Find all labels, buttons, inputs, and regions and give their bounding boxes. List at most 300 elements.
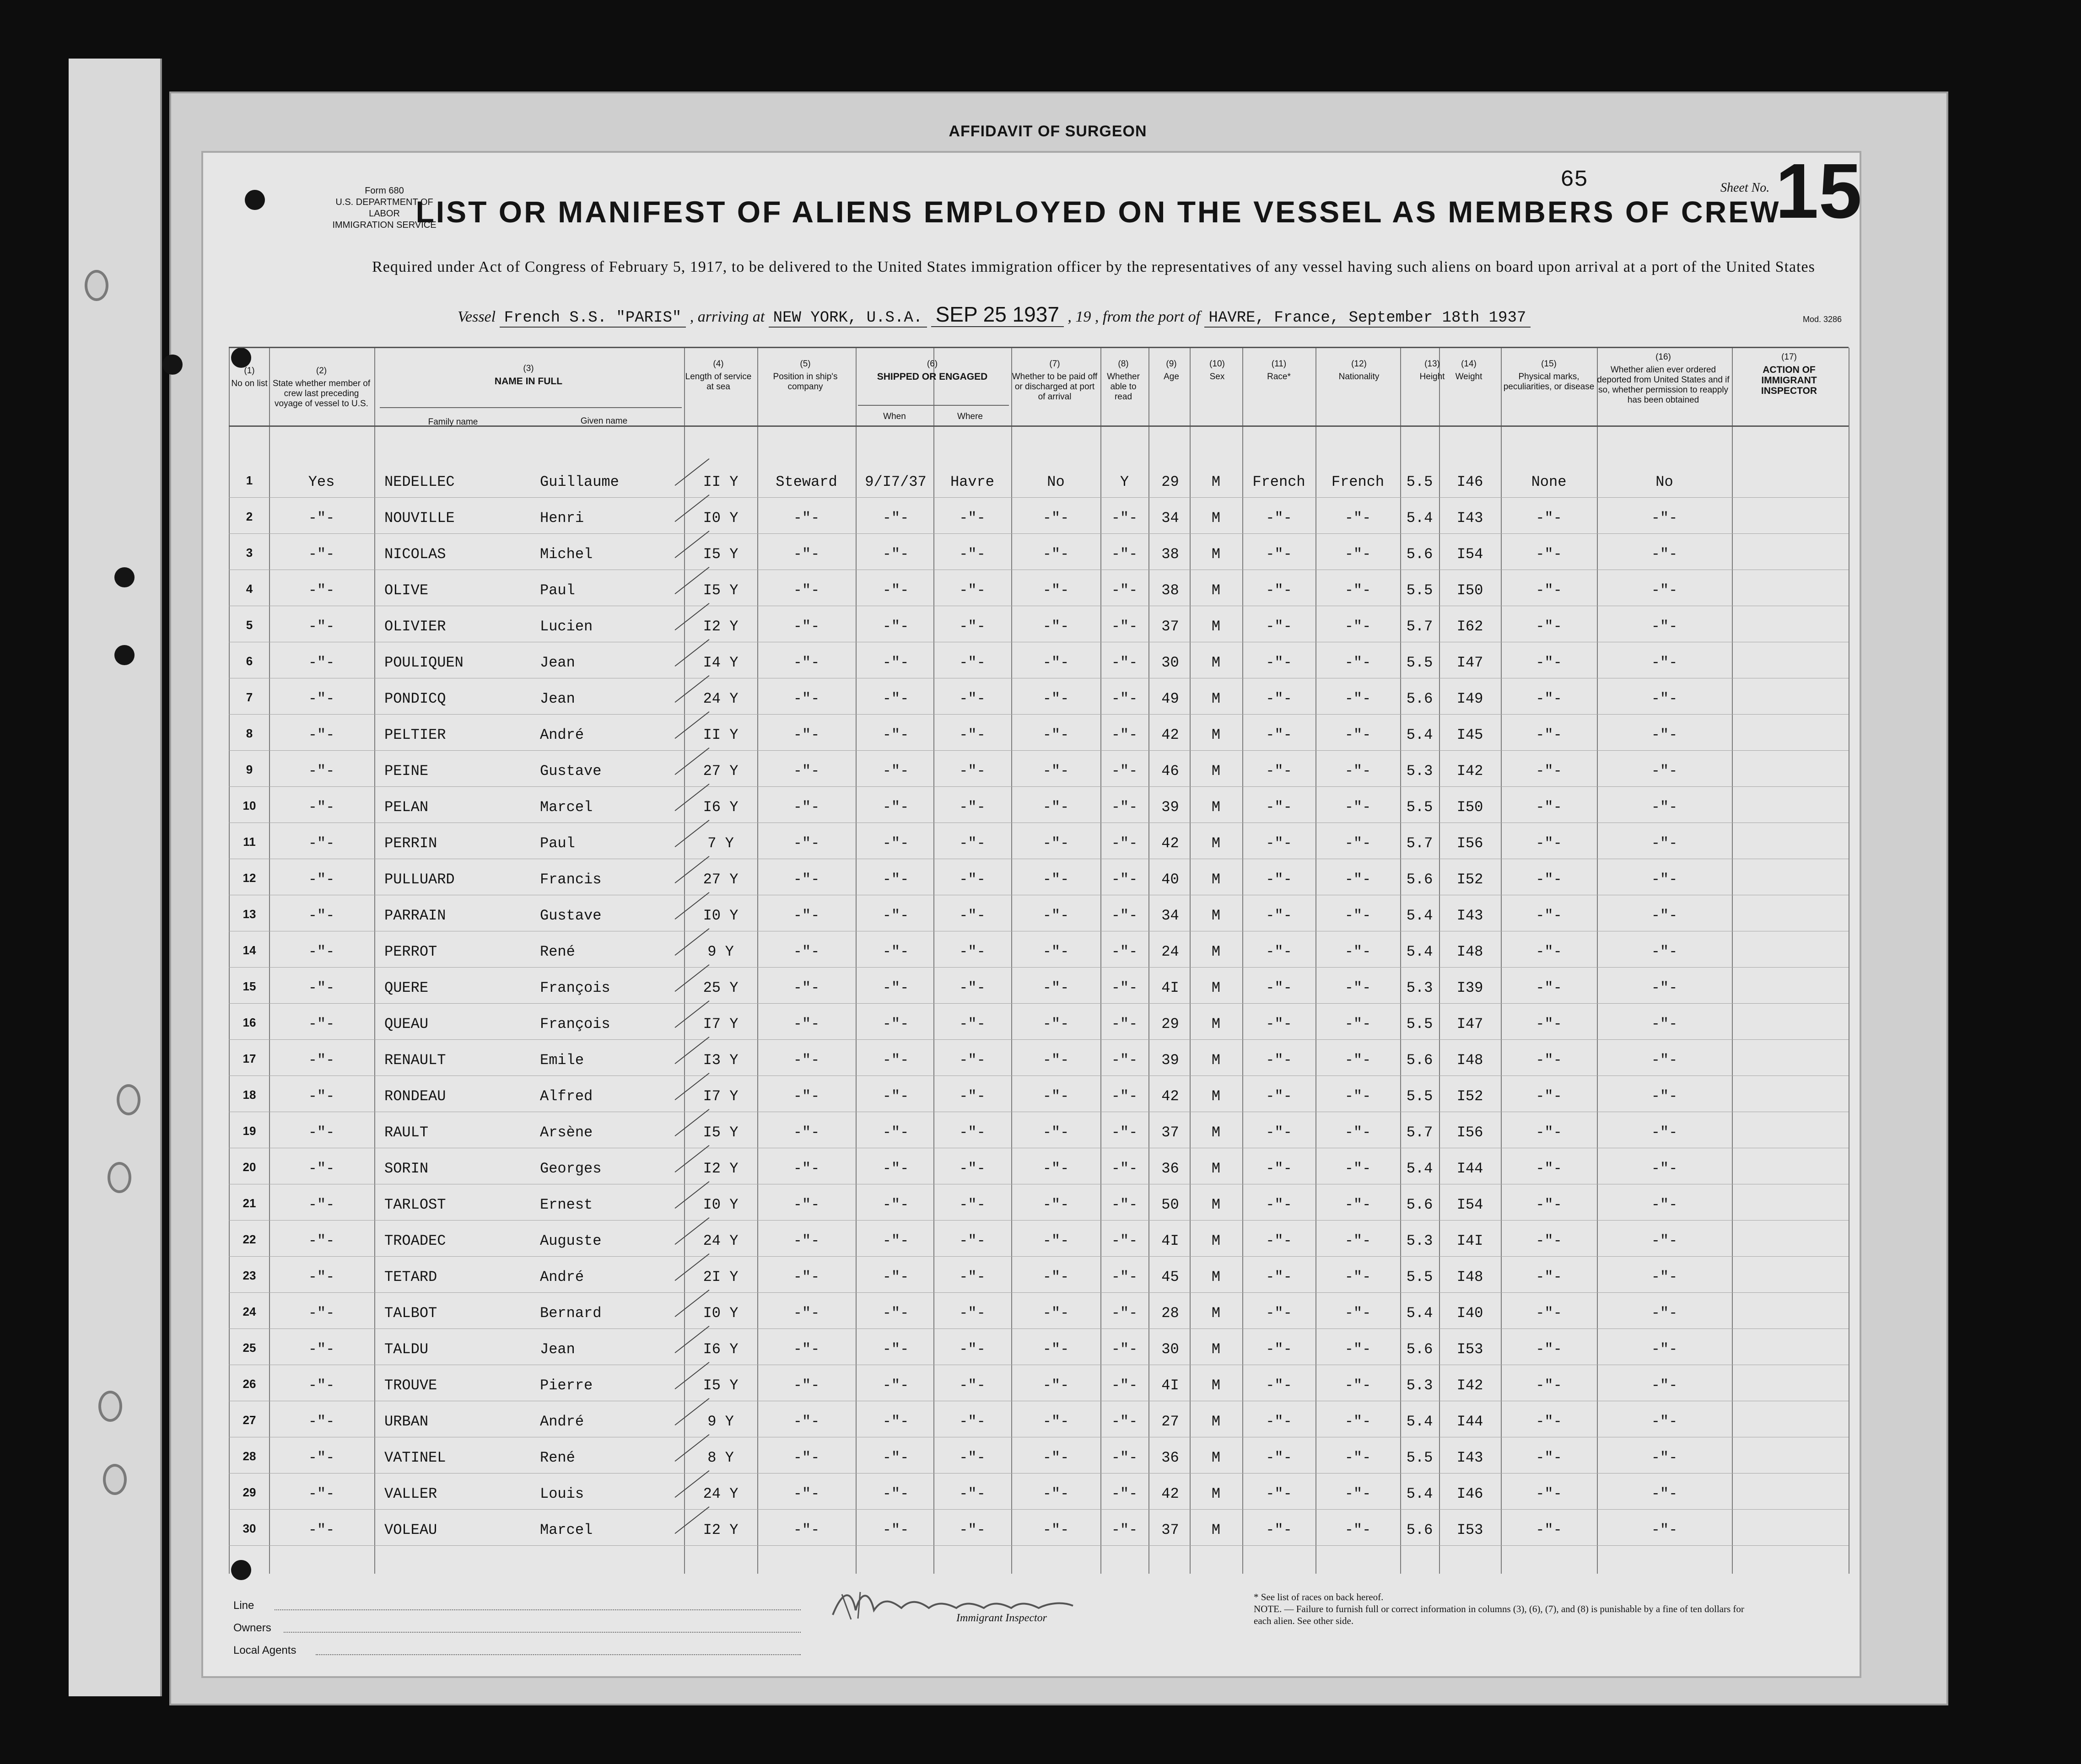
row-18-no: 18 xyxy=(243,1088,256,1102)
row-20-sex: M xyxy=(1211,1160,1221,1177)
row-7-position: -"- xyxy=(793,690,820,707)
row-15-race: -"- xyxy=(1266,979,1292,996)
row-14-when: -"- xyxy=(882,943,909,960)
row-19-given: Arsène xyxy=(540,1124,593,1141)
row-18-sex: M xyxy=(1211,1088,1221,1105)
row-9-age: 46 xyxy=(1161,763,1179,780)
row-26-service: I5 Y xyxy=(703,1377,739,1394)
row-6-service: I4 Y xyxy=(703,654,739,671)
row-15-service: 25 Y xyxy=(703,979,739,996)
row-19-where: -"- xyxy=(959,1124,986,1141)
row-17-sex: M xyxy=(1211,1052,1221,1069)
vessel-line xyxy=(458,302,1531,327)
row-6-when: -"- xyxy=(882,654,909,671)
row-4-read: -"- xyxy=(1111,582,1138,599)
row-18-deported: -"- xyxy=(1651,1088,1678,1105)
row-20-no: 20 xyxy=(243,1160,256,1174)
row-15-marks: -"- xyxy=(1536,979,1562,996)
row-1-sex: M xyxy=(1211,473,1221,490)
row-7-race: -"- xyxy=(1266,690,1292,707)
row-12-family: PULLUARD xyxy=(384,871,455,888)
row-20-age: 36 xyxy=(1161,1160,1179,1177)
row-7-marks: -"- xyxy=(1536,690,1562,707)
row-2-family: NOUVILLE xyxy=(384,510,455,527)
row-3-position: -"- xyxy=(793,546,820,563)
row-24-prev: -"- xyxy=(308,1305,335,1322)
row-18-marks: -"- xyxy=(1536,1088,1562,1105)
row-24-given: Bernard xyxy=(540,1305,602,1322)
row-15-read: -"- xyxy=(1111,979,1138,996)
row-17-race: -"- xyxy=(1266,1052,1292,1069)
row-29-race: -"- xyxy=(1266,1485,1292,1502)
row-27-paid: -"- xyxy=(1042,1413,1069,1430)
row-3-nationality: -"- xyxy=(1344,546,1371,563)
row-6-no: 6 xyxy=(246,654,253,668)
row-27-age: 27 xyxy=(1161,1413,1179,1430)
row-16-read: -"- xyxy=(1111,1016,1138,1033)
row-3-race: -"- xyxy=(1266,546,1292,563)
row-16-position: -"- xyxy=(793,1016,820,1033)
row-22-marks: -"- xyxy=(1536,1232,1562,1249)
row-2-read: -"- xyxy=(1111,510,1138,527)
row-9-nationality: -"- xyxy=(1344,763,1371,780)
row-7-nationality: -"- xyxy=(1344,690,1371,707)
row-4-family: OLIVE xyxy=(384,582,429,599)
row-6-paid: -"- xyxy=(1042,654,1069,671)
row-27-no: 27 xyxy=(243,1413,256,1427)
row-2-deported: -"- xyxy=(1651,510,1678,527)
row-7-no: 7 xyxy=(246,690,253,704)
row-10-where: -"- xyxy=(959,799,986,816)
row-7-weight: I49 xyxy=(1456,690,1483,707)
row-20-position: -"- xyxy=(793,1160,820,1177)
row-20-weight: I44 xyxy=(1456,1160,1483,1177)
row-4-no: 4 xyxy=(246,582,253,596)
row-26-height: 5.3 xyxy=(1406,1377,1433,1394)
row-6-age: 30 xyxy=(1161,654,1179,671)
row-25-when: -"- xyxy=(882,1341,909,1358)
row-1-weight: I46 xyxy=(1456,473,1483,490)
table-row-rule xyxy=(229,1328,1849,1329)
row-19-nationality: -"- xyxy=(1344,1124,1371,1141)
row-3-no: 3 xyxy=(246,546,253,559)
table-row-rule xyxy=(229,1039,1849,1040)
row-11-service: 7 Y xyxy=(707,835,734,852)
row-21-where: -"- xyxy=(959,1196,986,1213)
race-note: * See list of races on back hereof. xyxy=(1254,1592,1384,1603)
row-15-weight: I39 xyxy=(1456,979,1483,996)
row-20-height: 5.4 xyxy=(1406,1160,1433,1177)
row-5-prev: -"- xyxy=(308,618,335,635)
table-header-rule xyxy=(229,347,1849,348)
sheet-number-handwritten: 65 xyxy=(1560,167,1588,193)
row-24-position: -"- xyxy=(793,1305,820,1322)
row-29-marks: -"- xyxy=(1536,1485,1562,1502)
row-19-position: -"- xyxy=(793,1124,820,1141)
row-6-position: -"- xyxy=(793,654,820,671)
row-6-prev: -"- xyxy=(308,654,335,671)
row-27-where: -"- xyxy=(959,1413,986,1430)
row-17-prev: -"- xyxy=(308,1052,335,1069)
row-12-marks: -"- xyxy=(1536,871,1562,888)
footer-owners-label: Owners xyxy=(233,1622,271,1634)
row-3-deported: -"- xyxy=(1651,546,1678,563)
row-22-height: 5.3 xyxy=(1406,1232,1433,1249)
row-10-family: PELAN xyxy=(384,799,429,816)
row-20-where: -"- xyxy=(959,1160,986,1177)
row-9-where: -"- xyxy=(959,763,986,780)
service-name: IMMIGRATION SERVICE xyxy=(332,220,437,230)
row-11-weight: I56 xyxy=(1456,835,1483,852)
row-5-family: OLIVIER xyxy=(384,618,446,635)
row-13-when: -"- xyxy=(882,907,909,924)
row-6-read: -"- xyxy=(1111,654,1138,671)
row-17-nationality: -"- xyxy=(1344,1052,1371,1069)
row-30-read: -"- xyxy=(1111,1522,1138,1538)
row-3-height: 5.6 xyxy=(1406,546,1433,563)
row-28-when: -"- xyxy=(882,1449,909,1466)
row-9-deported: -"- xyxy=(1651,763,1678,780)
row-14-age: 24 xyxy=(1161,943,1179,960)
row-13-no: 13 xyxy=(243,907,256,921)
row-5-deported: -"- xyxy=(1651,618,1678,635)
row-15-given: François xyxy=(540,979,610,996)
row-12-height: 5.6 xyxy=(1406,871,1433,888)
row-26-deported: -"- xyxy=(1651,1377,1678,1394)
row-18-where: -"- xyxy=(959,1088,986,1105)
row-25-nationality: -"- xyxy=(1344,1341,1371,1358)
row-6-nationality: -"- xyxy=(1344,654,1371,671)
row-5-position: -"- xyxy=(793,618,820,635)
row-27-marks: -"- xyxy=(1536,1413,1562,1430)
row-7-deported: -"- xyxy=(1651,690,1678,707)
row-3-where: -"- xyxy=(959,546,986,563)
row-11-race: -"- xyxy=(1266,835,1292,852)
row-4-deported: -"- xyxy=(1651,582,1678,599)
row-2-when: -"- xyxy=(882,510,909,527)
row-22-given: Auguste xyxy=(540,1232,602,1249)
sheet-number-stamp: 15 xyxy=(1775,148,1862,235)
row-14-family: PERROT xyxy=(384,943,437,960)
row-19-when: -"- xyxy=(882,1124,909,1141)
row-20-nationality: -"- xyxy=(1344,1160,1371,1177)
row-19-age: 37 xyxy=(1161,1124,1179,1141)
row-13-marks: -"- xyxy=(1536,907,1562,924)
row-11-nationality: -"- xyxy=(1344,835,1371,852)
row-23-given: André xyxy=(540,1269,584,1285)
row-19-height: 5.7 xyxy=(1406,1124,1433,1141)
row-1-marks: None xyxy=(1531,473,1567,490)
row-30-weight: I53 xyxy=(1456,1522,1483,1538)
row-26-when: -"- xyxy=(882,1377,909,1394)
row-11-height: 5.7 xyxy=(1406,835,1433,852)
row-5-nationality: -"- xyxy=(1344,618,1371,635)
row-28-paid: -"- xyxy=(1042,1449,1069,1466)
row-19-deported: -"- xyxy=(1651,1124,1678,1141)
row-17-weight: I48 xyxy=(1456,1052,1483,1069)
row-12-weight: I52 xyxy=(1456,871,1483,888)
row-22-sex: M xyxy=(1211,1232,1221,1249)
row-9-marks: -"- xyxy=(1536,763,1562,780)
row-18-prev: -"- xyxy=(308,1088,335,1105)
row-8-no: 8 xyxy=(246,726,253,740)
row-25-no: 25 xyxy=(243,1341,256,1355)
row-30-service: I2 Y xyxy=(703,1522,739,1538)
row-25-given: Jean xyxy=(540,1341,575,1358)
row-9-weight: I42 xyxy=(1456,763,1483,780)
punch-hole xyxy=(114,645,135,665)
row-23-deported: -"- xyxy=(1651,1269,1678,1285)
row-25-race: -"- xyxy=(1266,1341,1292,1358)
table-column-rule xyxy=(374,348,375,1574)
row-7-age: 49 xyxy=(1161,690,1179,707)
row-14-service: 9 Y xyxy=(707,943,734,960)
row-22-where: -"- xyxy=(959,1232,986,1249)
row-8-race: -"- xyxy=(1266,726,1292,743)
row-6-height: 5.5 xyxy=(1406,654,1433,671)
row-4-race: -"- xyxy=(1266,582,1292,599)
row-30-no: 30 xyxy=(243,1522,256,1535)
row-4-weight: I50 xyxy=(1456,582,1483,599)
row-1-age: 29 xyxy=(1161,473,1179,490)
col-header-17: (17) ACTION OF IMMIGRANT INSPECTOR xyxy=(1761,352,1817,396)
col-header-11: (11) Race* xyxy=(1267,359,1291,382)
row-8-family: PELTIER xyxy=(384,726,446,743)
row-28-weight: I43 xyxy=(1456,1449,1483,1466)
row-10-paid: -"- xyxy=(1042,799,1069,816)
row-16-race: -"- xyxy=(1266,1016,1292,1033)
row-28-age: 36 xyxy=(1161,1449,1179,1466)
row-13-nationality: -"- xyxy=(1344,907,1371,924)
row-9-service: 27 Y xyxy=(703,763,739,780)
row-12-read: -"- xyxy=(1111,871,1138,888)
row-20-when: -"- xyxy=(882,1160,909,1177)
row-29-weight: I46 xyxy=(1456,1485,1483,1502)
row-28-marks: -"- xyxy=(1536,1449,1562,1466)
row-2-sex: M xyxy=(1211,510,1221,527)
row-25-family: TALDU xyxy=(384,1341,429,1358)
year-label: , 19 xyxy=(1067,308,1091,325)
row-22-race: -"- xyxy=(1266,1232,1292,1249)
row-9-position: -"- xyxy=(793,763,820,780)
row-12-deported: -"- xyxy=(1651,871,1678,888)
row-1-race: French xyxy=(1252,473,1305,490)
row-15-prev: -"- xyxy=(308,979,335,996)
row-24-weight: I40 xyxy=(1456,1305,1483,1322)
row-26-weight: I42 xyxy=(1456,1377,1483,1394)
row-21-deported: -"- xyxy=(1651,1196,1678,1213)
row-16-given: François xyxy=(540,1016,610,1033)
row-19-marks: -"- xyxy=(1536,1124,1562,1141)
row-6-marks: -"- xyxy=(1536,654,1562,671)
row-19-read: -"- xyxy=(1111,1124,1138,1141)
row-4-where: -"- xyxy=(959,582,986,599)
col-header-when: When xyxy=(883,412,906,421)
row-13-deported: -"- xyxy=(1651,907,1678,924)
row-29-nationality: -"- xyxy=(1344,1485,1371,1502)
col-header-13: (13) Height xyxy=(1419,359,1445,382)
row-19-race: -"- xyxy=(1266,1124,1292,1141)
row-24-read: -"- xyxy=(1111,1305,1138,1322)
punch-hole xyxy=(162,355,183,375)
row-22-prev: -"- xyxy=(308,1232,335,1249)
row-26-paid: -"- xyxy=(1042,1377,1069,1394)
binder-ring xyxy=(103,1464,127,1495)
table-row-rule xyxy=(229,1003,1849,1004)
row-14-deported: -"- xyxy=(1651,943,1678,960)
row-30-position: -"- xyxy=(793,1522,820,1538)
row-24-where: -"- xyxy=(959,1305,986,1322)
row-23-position: -"- xyxy=(793,1269,820,1285)
footer-line-label: Line xyxy=(233,1599,254,1612)
row-28-prev: -"- xyxy=(308,1449,335,1466)
binder-ring xyxy=(98,1391,122,1422)
row-24-marks: -"- xyxy=(1536,1305,1562,1322)
col-header-15: (15) Physical marks, peculiarities, or disease xyxy=(1503,359,1595,392)
row-19-sex: M xyxy=(1211,1124,1221,1141)
row-17-marks: -"- xyxy=(1536,1052,1562,1069)
row-27-race: -"- xyxy=(1266,1413,1292,1430)
row-7-when: -"- xyxy=(882,690,909,707)
col-header-4: (4) Length of service at sea xyxy=(685,359,752,392)
row-18-service: I7 Y xyxy=(703,1088,739,1105)
col-header-family-name: Family name xyxy=(428,417,478,427)
col-header-7: (7) Whether to be paid off or discharged at port of arrival xyxy=(1012,359,1098,402)
row-11-position: -"- xyxy=(793,835,820,852)
row-15-paid: -"- xyxy=(1042,979,1069,996)
row-14-height: 5.4 xyxy=(1406,943,1433,960)
row-25-height: 5.6 xyxy=(1406,1341,1433,1358)
row-2-where: -"- xyxy=(959,510,986,527)
row-8-nationality: -"- xyxy=(1344,726,1371,743)
row-7-height: 5.6 xyxy=(1406,690,1433,707)
row-30-deported: -"- xyxy=(1651,1522,1678,1538)
row-14-sex: M xyxy=(1211,943,1221,960)
row-18-height: 5.5 xyxy=(1406,1088,1433,1105)
row-8-sex: M xyxy=(1211,726,1221,743)
row-9-paid: -"- xyxy=(1042,763,1069,780)
row-20-family: SORIN xyxy=(384,1160,429,1177)
row-3-prev: -"- xyxy=(308,546,335,563)
row-22-position: -"- xyxy=(793,1232,820,1249)
row-18-race: -"- xyxy=(1266,1088,1292,1105)
row-15-age: 4I xyxy=(1161,979,1179,996)
row-6-race: -"- xyxy=(1266,654,1292,671)
row-13-given: Gustave xyxy=(540,907,602,924)
row-13-weight: I43 xyxy=(1456,907,1483,924)
row-23-service: 2I Y xyxy=(703,1269,739,1285)
row-5-height: 5.7 xyxy=(1406,618,1433,635)
row-2-prev: -"- xyxy=(308,510,335,527)
row-17-service: I3 Y xyxy=(703,1052,739,1069)
row-23-family: TETARD xyxy=(384,1269,437,1285)
row-8-read: -"- xyxy=(1111,726,1138,743)
row-10-age: 39 xyxy=(1161,799,1179,816)
row-21-given: Ernest xyxy=(540,1196,593,1213)
row-11-family: PERRIN xyxy=(384,835,437,852)
fine-note: NOTE. — Failure to furnish full or correct information in columns (3), (6), (7), and (8) is punishable by a fine of ten dollars for each alien. See other side. xyxy=(1254,1603,1744,1626)
row-30-where: -"- xyxy=(959,1522,986,1538)
row-21-when: -"- xyxy=(882,1196,909,1213)
from-label: , from the port of xyxy=(1094,308,1201,325)
row-29-sex: M xyxy=(1211,1485,1221,1502)
row-16-where: -"- xyxy=(959,1016,986,1033)
row-29-paid: -"- xyxy=(1042,1485,1069,1502)
row-28-sex: M xyxy=(1211,1449,1221,1466)
row-29-when: -"- xyxy=(882,1485,909,1502)
row-26-age: 4I xyxy=(1161,1377,1179,1394)
row-16-nationality: -"- xyxy=(1344,1016,1371,1033)
row-28-race: -"- xyxy=(1266,1449,1292,1466)
row-26-no: 26 xyxy=(243,1377,256,1391)
row-12-service: 27 Y xyxy=(703,871,739,888)
row-5-given: Lucien xyxy=(540,618,593,635)
row-3-given: Michel xyxy=(540,546,593,563)
row-5-race: -"- xyxy=(1266,618,1292,635)
row-25-marks: -"- xyxy=(1536,1341,1562,1358)
row-15-position: -"- xyxy=(793,979,820,996)
row-10-deported: -"- xyxy=(1651,799,1678,816)
row-19-service: I5 Y xyxy=(703,1124,739,1141)
row-23-read: -"- xyxy=(1111,1269,1138,1285)
row-23-weight: I48 xyxy=(1456,1269,1483,1285)
row-29-service: 24 Y xyxy=(703,1485,739,1502)
row-21-service: I0 Y xyxy=(703,1196,739,1213)
row-17-where: -"- xyxy=(959,1052,986,1069)
row-9-sex: M xyxy=(1211,763,1221,780)
row-17-no: 17 xyxy=(243,1052,256,1065)
row-20-deported: -"- xyxy=(1651,1160,1678,1177)
row-13-sex: M xyxy=(1211,907,1221,924)
row-22-service: 24 Y xyxy=(703,1232,739,1249)
row-5-weight: I62 xyxy=(1456,618,1483,635)
row-29-age: 42 xyxy=(1161,1485,1179,1502)
row-30-family: VOLEAU xyxy=(384,1522,437,1538)
row-16-prev: -"- xyxy=(308,1016,335,1033)
row-1-no: 1 xyxy=(246,473,253,487)
row-6-where: -"- xyxy=(959,654,986,671)
row-21-race: -"- xyxy=(1266,1196,1292,1213)
col-header-6: (6) SHIPPED OR ENGAGED xyxy=(877,359,988,382)
row-13-position: -"- xyxy=(793,907,820,924)
row-2-race: -"- xyxy=(1266,510,1292,527)
row-21-family: TARLOST xyxy=(384,1196,446,1213)
row-30-paid: -"- xyxy=(1042,1522,1069,1538)
row-18-when: -"- xyxy=(882,1088,909,1105)
col-header-9: (9) Age xyxy=(1164,359,1179,382)
row-4-marks: -"- xyxy=(1536,582,1562,599)
row-27-read: -"- xyxy=(1111,1413,1138,1430)
row-18-weight: I52 xyxy=(1456,1088,1483,1105)
row-14-nationality: -"- xyxy=(1344,943,1371,960)
row-15-no: 15 xyxy=(243,979,256,993)
row-16-family: QUEAU xyxy=(384,1016,429,1033)
row-29-family: VALLER xyxy=(384,1485,437,1502)
row-1-prev: Yes xyxy=(308,473,335,490)
row-26-read: -"- xyxy=(1111,1377,1138,1394)
row-13-paid: -"- xyxy=(1042,907,1069,924)
row-5-where: -"- xyxy=(959,618,986,635)
row-10-read: -"- xyxy=(1111,799,1138,816)
row-15-nationality: -"- xyxy=(1344,979,1371,996)
row-14-prev: -"- xyxy=(308,943,335,960)
act-requirement-text: Required under Act of Congress of February 5, 1917, to be delivered to the United States immigration officer by the representatives of any vessel having such aliens on board upon arrival at a port of the United States xyxy=(372,258,1815,275)
row-30-nationality: -"- xyxy=(1344,1522,1371,1538)
col-header-10: (10) Sex xyxy=(1209,359,1225,382)
row-10-nationality: -"- xyxy=(1344,799,1371,816)
row-21-prev: -"- xyxy=(308,1196,335,1213)
row-8-service: II Y xyxy=(703,726,739,743)
